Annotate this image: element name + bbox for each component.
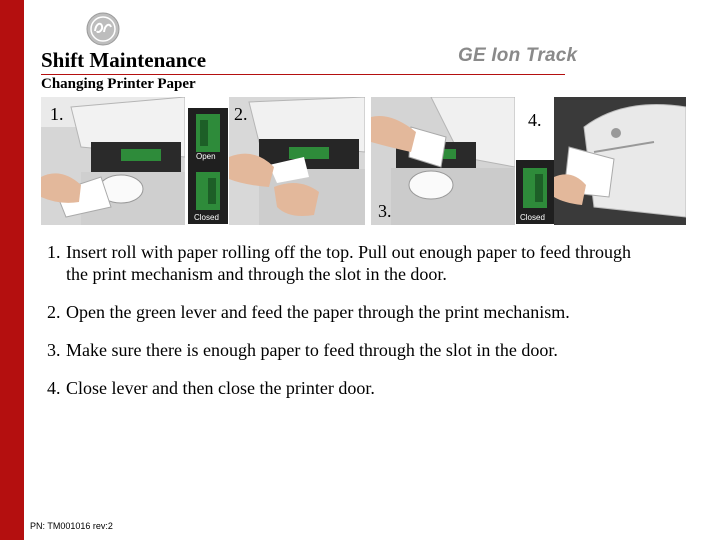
step-text: Open the green lever and feed the paper through the print mechanism. <box>66 302 570 322</box>
step-number: 4. <box>47 378 61 398</box>
lever-closed-tag-2: Closed <box>520 213 545 222</box>
step-text: Make sure there is enough paper to feed through the slot in the door. <box>66 340 558 360</box>
page-subtitle: Changing Printer Paper <box>41 76 196 92</box>
brand-name: GE Ion Track <box>458 45 578 66</box>
photo-label-2: 2. <box>234 104 248 124</box>
lever-open-tag: Open <box>196 152 216 161</box>
step-number: 1. <box>47 242 61 262</box>
page-title: Shift Maintenance <box>41 48 207 72</box>
step-number: 2. <box>47 302 61 322</box>
photo-step-3 <box>371 97 515 225</box>
photo-label-3: 3. <box>378 201 392 221</box>
photo-step-4 <box>554 97 686 225</box>
step-text: Insert roll with paper rolling off the top. Pull out enough paper to feed through the print mechanism and through the slot in the door. <box>66 242 632 284</box>
photo-label-1: 1. <box>50 104 64 124</box>
part-number-footer: PN: TM001016 rev:2 <box>30 521 113 531</box>
lever-closed-tag: Closed <box>194 213 219 222</box>
photo-step-2 <box>229 97 365 225</box>
left-accent-bar <box>0 0 24 540</box>
ge-logo-icon <box>86 12 120 46</box>
title-divider <box>41 74 565 75</box>
step-item <box>47 301 657 323</box>
step-text: Close lever and then close the printer door. <box>66 378 375 398</box>
step-item <box>47 241 657 285</box>
lever-inset <box>188 108 228 224</box>
step-item <box>47 339 657 361</box>
instruction-steps <box>47 241 657 415</box>
step-item <box>47 377 657 399</box>
step-number: 3. <box>47 340 61 360</box>
photo-label-4: 4. <box>528 110 542 130</box>
